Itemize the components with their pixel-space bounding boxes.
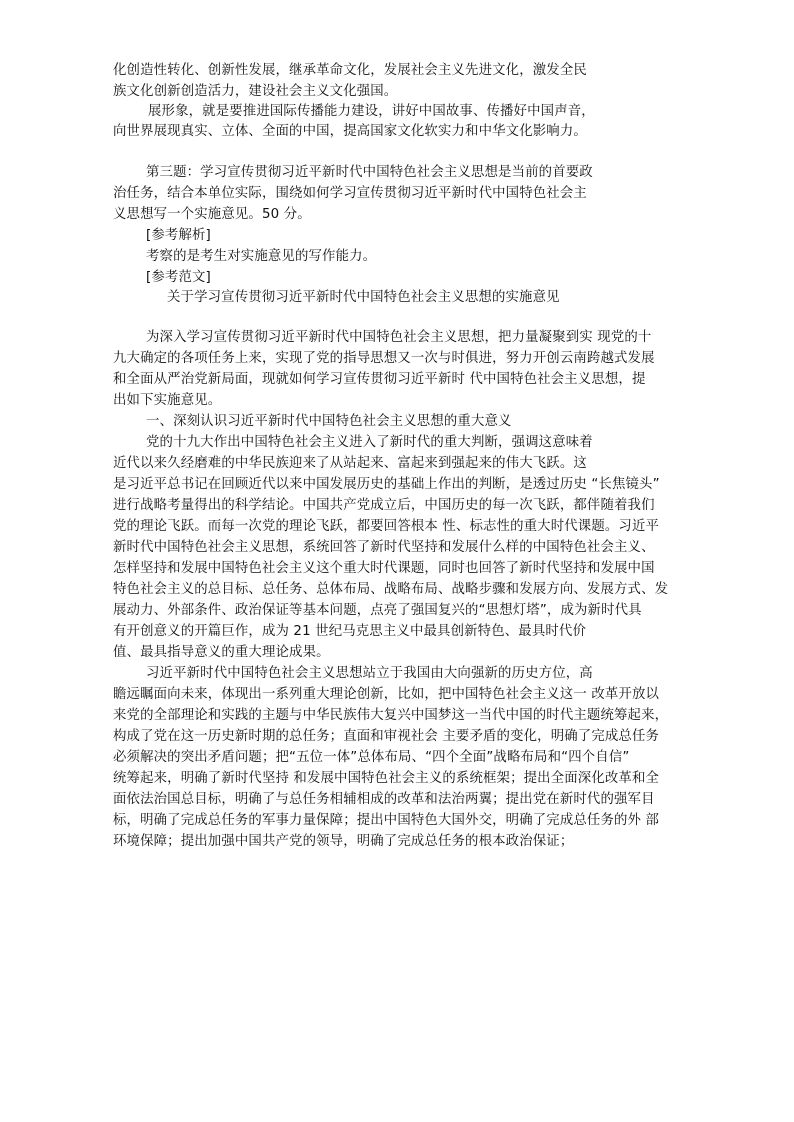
text-line: 新时代中国特色社会主义思想，系统回答了新时代坚持和发展什么样的中国特色社会主义、 xyxy=(113,540,655,555)
section-label: [参考范文] xyxy=(146,270,211,285)
text-line: 特色社会主义的总目标、总任务、总体布局、战略布局、战略步骤和发展方向、发展方式、发 xyxy=(113,582,669,597)
text-line: 环境保障；提出加强中国共产党的领导，明确了完成总任务的根本政治保证； xyxy=(113,834,574,849)
essay-title: 关于学习宣传贯彻习近平新时代中国特色社会主义思想的实施意见 xyxy=(167,290,560,305)
text-line: 面依法治国总目标，明确了与总任务相辅相成的改革和法治两翼；提出党在新时代的强军目 xyxy=(113,792,655,807)
text-line: 习近平新时代中国特色社会主义思想站立于我国由大向强新的历史方位，高 xyxy=(146,666,593,681)
text-line: 出如下实施意见。 xyxy=(113,393,222,408)
question-heading: 第三题：学习宣传贯彻习近平新时代中国特色社会主义思想是当前的首要政 xyxy=(146,165,593,180)
text-line: 有开创意义的开篇巨作，成为 21 世纪马克思主义中最具创新特色、最具时代价 xyxy=(113,624,586,639)
text-line: 来党的全部理论和实践的主题与中华民族伟大复兴中国梦这一当代中国的时代主题统筹起来， xyxy=(113,708,669,723)
text-line: 义思想写一个实施意见。50 分。 xyxy=(113,207,311,222)
text-line: 值、最具指导意义的重大理论成果。 xyxy=(113,645,330,660)
text-line: 党的理论飞跃。而每一次党的理论飞跃，都要回答根本 性、标志性的重大时代课题。习近平 xyxy=(113,519,660,534)
text-line: 九大确定的各项任务上来，实现了党的指导思想又一次与时俱进，努力开创云南跨越式发展 xyxy=(113,351,655,366)
text-line: 是习近平总书记在回顾近代以来中国发展历史的基础上作出的判断，是透过历史 “长焦镜头” xyxy=(113,477,660,492)
text-line: 和全面从严治党新局面，现就如何学习宣传贯彻习近平新时 代中国特色社会主义思想，提 xyxy=(113,372,646,387)
text-line: 瞻远瞩面向未来，体现出一系列重大理论创新，比如，把中国特色社会主义这一 改革开放以 xyxy=(113,687,660,702)
text-line: 族文化创新创造活力，建设社会主义文化强国。 xyxy=(113,84,398,99)
text-line: 为深入学习宣传贯彻习近平新时代中国特色社会主义思想，把力量凝聚到实 现党的十 xyxy=(146,330,652,345)
text-line: 进行战略考量得出的科学结论。中国共产党成立后，中国历史的每一次飞跃，都伴随着我们 xyxy=(113,498,655,513)
text-line: 展动力、外部条件、政治保证等基本问题，点亮了强国复兴的“思想灯塔”，成为新时代具 xyxy=(113,603,642,618)
text-line: 党的十九大作出中国特色社会主义进入了新时代的重大判断，强调这意味着 xyxy=(146,435,593,450)
text-line: 构成了党在这一历史新时期的总任务；直面和审视社会 主要矛盾的变化，明确了完成总任务 xyxy=(113,729,660,744)
text-line: 近代以来久经磨难的中华民族迎来了从站起来、富起来到强起来的伟大飞跃。这 xyxy=(113,456,587,471)
text-line: 标，明确了完成总任务的军事力量保障；提出中国特色大国外交，明确了完成总任务的外 部 xyxy=(113,813,660,828)
text-line: 统筹起来，明确了新时代坚持 和发展中国特色社会主义的系统框架；提出全面深化改革和全 xyxy=(113,771,660,786)
section-label: [参考解析] xyxy=(146,228,211,243)
text-line: 必须解决的突出矛盾问题；把“五位一体”总体布局、“四个全面”战略布局和“四个自信” xyxy=(113,750,630,765)
text-line: 怎样坚持和发展中国特色社会主义这个重大时代课题，同时也回答了新时代坚持和发展中国 xyxy=(113,561,655,576)
text-line: 展形象，就是要推进国际传播能力建设，讲好中国故事、传播好中国声音， xyxy=(148,104,595,119)
text-line: 向世界展现真实、立体、全面的中国，提高国家文化软实力和中华文化影响力。 xyxy=(113,124,587,139)
text-line: 治任务，结合本单位实际，围绕如何学习宣传贯彻习近平新时代中国特色社会主 xyxy=(113,186,587,201)
section-heading: 一、深刻认识习近平新时代中国特色社会主义思想的重大意义 xyxy=(146,414,512,429)
text-line: 化创造性转化、创新性发展，继承革命文化，发展社会主义先进文化，激发全民 xyxy=(113,63,587,78)
text-line: 考察的是考生对实施意见的写作能力。 xyxy=(146,249,377,264)
